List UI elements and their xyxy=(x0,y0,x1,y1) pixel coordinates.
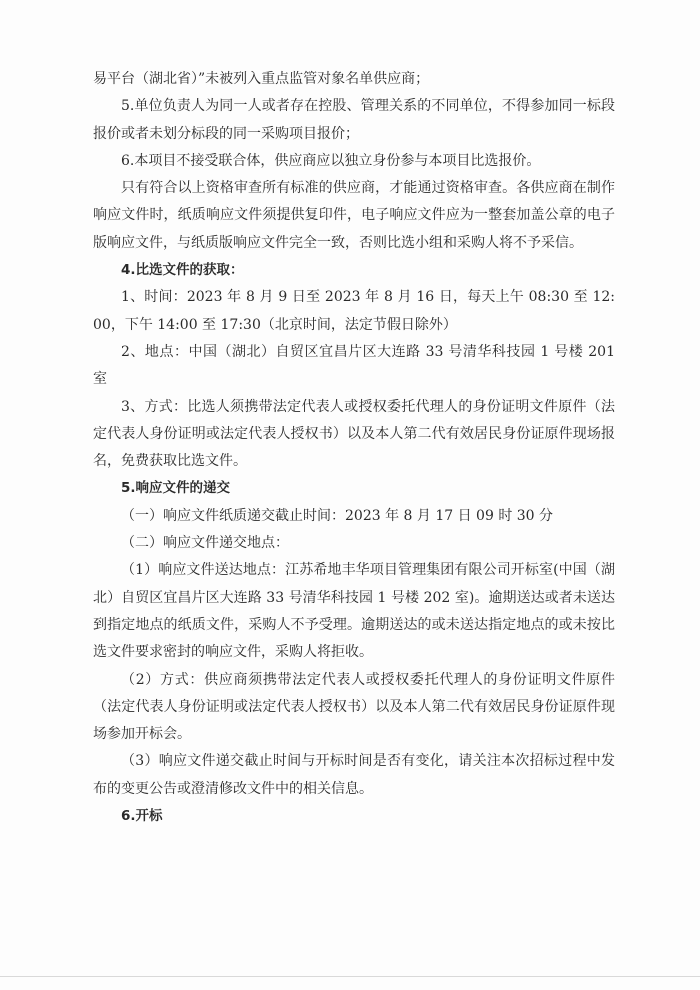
page-bottom-rule xyxy=(0,976,700,977)
paragraph-continuation: 易平台（湖北省）”未被列入重点监管对象名单供应商； xyxy=(93,71,430,87)
paragraph-submission-address: （1）响应文件送达地点：江苏希地丰华项目管理集团有限公司开标室(中国（湖北）自贸区宜昌片区大连路 33 号清华科技园 1 号楼 202 室)。逾期送达或者未送达到指定地点的纸质文件，采购人不予受理。逾期送达的或未送达指定地点的或未按比选文件要求密封的响应文件，采购人将拒收。 xyxy=(93,562,615,661)
paragraph-location: 2、地点：中国（湖北）自贸区宜昌片区大连路 33 号清华科技园 1 号楼 201 室 xyxy=(93,343,615,388)
heading-section-5: 5.响应文件的递交 xyxy=(121,480,231,497)
paragraph-submission-place: （二）响应文件递交地点： xyxy=(121,535,289,552)
paragraph-item-5: 5.单位负责人为同一人或者存在控股、管理关系的不同单位，不得参加同一标段报价或者未划分标段的同一采购项目报价； xyxy=(93,98,615,142)
heading-section-4: 4.比选文件的获取： xyxy=(121,262,244,279)
paragraph-time: 1、时间：2023 年 8 月 9 日至 2023 年 8 月 16 日，每天上午 08:30 至 12:00，下午 14:00 至 17:30（北京时间，法定节假日除外） xyxy=(93,289,615,333)
paragraph-deadline: （一）响应文件纸质递交截止时间：2023 年 8 月 17 日 09 时 30 分 xyxy=(121,507,554,524)
paragraph-submission-method: （2）方式：供应商须携带法定代表人或授权委托代理人的身份证明文件原件（法定代表人身份证明或法定代表人授权书）以及本人第二代有效居民身份证原件现场参加开标会。 xyxy=(93,671,615,743)
paragraph-qualification-note: 只有符合以上资格审查所有标准的供应商，才能通过资格审查。各供应商在制作响应文件时，纸质响应文件须提供复印件，电子响应文件应为一整套加盖公章的电子版响应文件，与纸质版响应文件完全一致，否则比选小组和采购人将不予采信。 xyxy=(93,180,615,251)
paragraph-change-notice: （3）响应文件递交截止时间与开标时间是否有变化，请关注本次招标过程中发布的变更公告或澄清修改文件中的相关信息。 xyxy=(93,753,615,797)
heading-section-6: 6.开标 xyxy=(121,808,163,825)
paragraph-item-6: 6.本项目不接受联合体，供应商应以独立身份参与本项目比选报价。 xyxy=(121,152,541,169)
document-body xyxy=(93,66,615,830)
paragraph-method: 3、方式：比选人须携带法定代表人或授权委托代理人的身份证明文件原件（法定代表人身份证明或法定代表人授权书）以及本人第二代有效居民身份证原件现场报名，免费获取比选文件。 xyxy=(93,398,615,470)
